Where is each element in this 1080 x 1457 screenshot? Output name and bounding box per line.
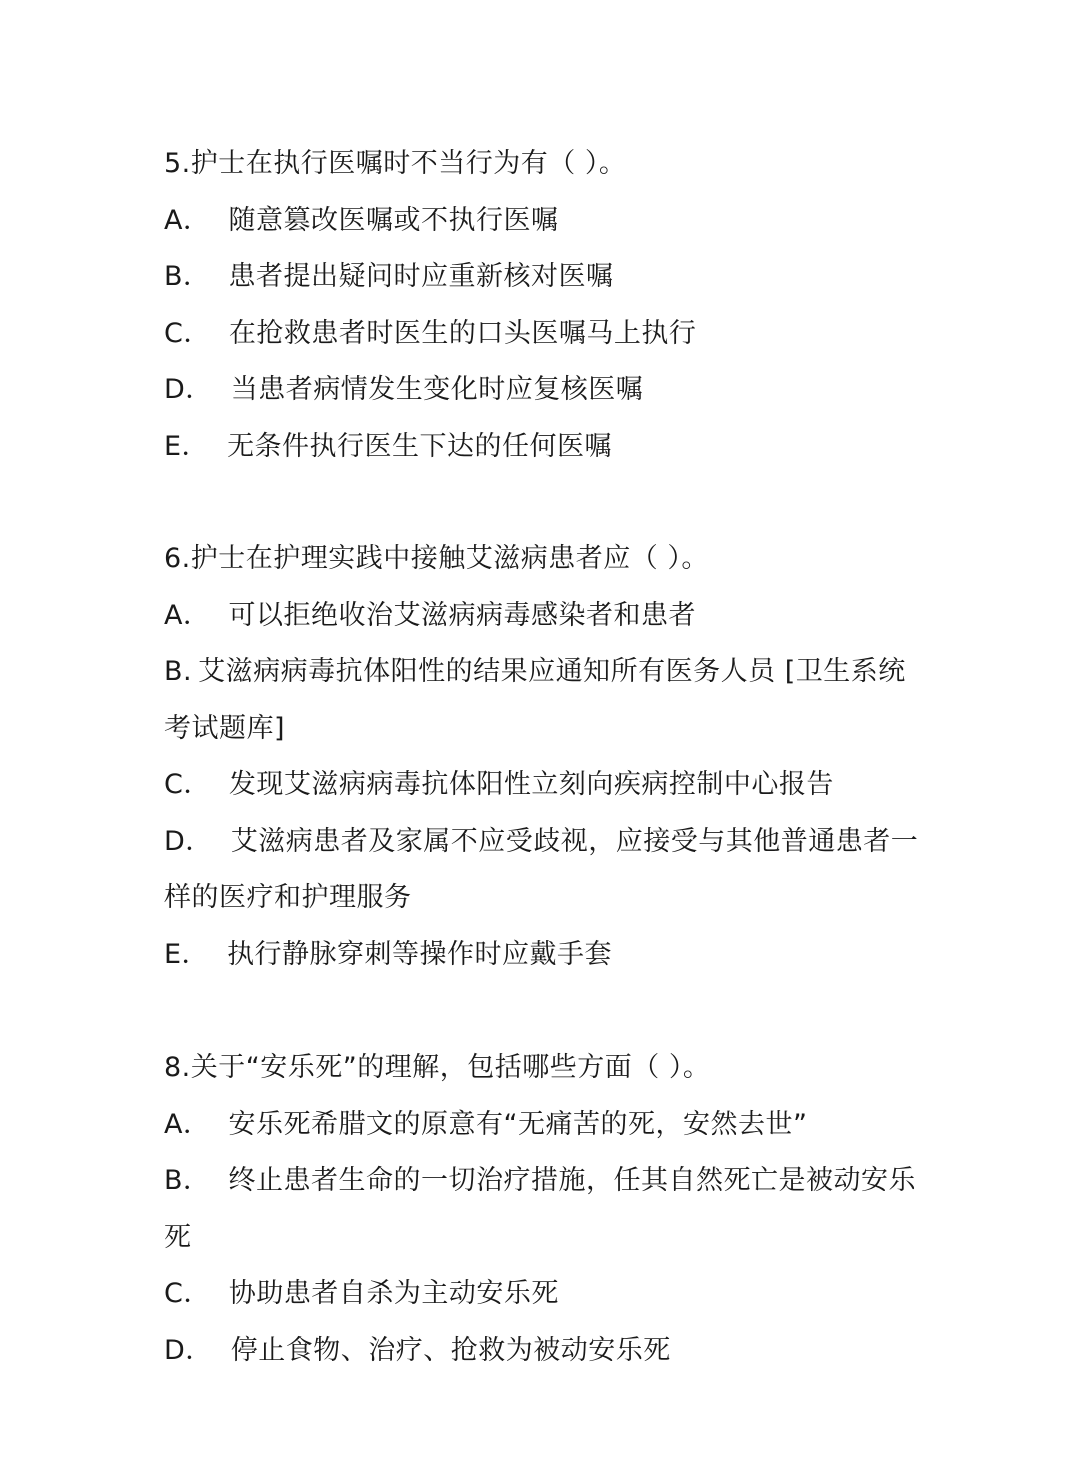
option-text: 艾滋病患者及家属不应受歧视，应接受与其他普通患者一样的医疗和护理服务	[164, 825, 919, 913]
option-letter: E．	[164, 938, 210, 970]
option-c	[164, 306, 924, 363]
question-6	[164, 531, 924, 983]
option-a	[164, 588, 924, 645]
option-text: 艾滋病病毒抗体阳性的结果应通知所有医务人员 [卫生系统考试题库]	[164, 656, 906, 744]
option-text: 随意篡改医嘱或不执行医嘱	[228, 204, 559, 236]
question-stem: 6.护士在护理实践中接触艾滋病患者应（ ）。	[164, 543, 709, 574]
option-b	[164, 644, 924, 757]
question-8	[164, 1040, 924, 1379]
option-letter: D．	[164, 1334, 213, 1366]
option-text: 当患者病情发生变化时应复核医嘱	[230, 374, 644, 405]
option-letter: E．	[164, 430, 210, 462]
option-letter: A．	[164, 204, 211, 236]
option-text: 终止患者生命的一切治疗措施，任其自然死亡是被动安乐死	[164, 1165, 917, 1253]
option-b	[164, 249, 924, 306]
option-letter: D．	[164, 825, 213, 857]
option-letter: C．	[164, 1278, 211, 1309]
option-text: 发现艾滋病病毒抗体阳性立刻向疾病控制中心报告	[228, 769, 834, 800]
option-letter: B．	[164, 1165, 211, 1196]
option-letter: C．	[164, 769, 211, 800]
option-c	[164, 757, 924, 814]
option-e	[164, 927, 924, 984]
option-e	[164, 419, 924, 476]
option-a	[164, 193, 924, 250]
option-letter: A．	[164, 1108, 211, 1140]
option-d	[164, 362, 924, 419]
option-text: 无条件执行医生下达的任何医嘱	[227, 430, 613, 462]
option-text: 可以拒绝收治艾滋病病毒感染者和患者	[228, 599, 696, 631]
option-d	[164, 814, 924, 927]
option-letter: D．	[164, 374, 213, 405]
option-letter: B.	[164, 656, 193, 687]
option-c	[164, 1266, 924, 1323]
option-text: 协助患者自杀为主动安乐死	[228, 1278, 559, 1309]
question-5	[164, 136, 924, 475]
option-letter: A．	[164, 599, 211, 631]
option-a	[164, 1097, 924, 1154]
question-stem: 8.关于“安乐死”的理解，包括哪些方面（ ）。	[164, 1052, 711, 1083]
question-stem: 5.护士在执行医嘱时不当行为有（ ）。	[164, 148, 627, 179]
option-text: 在抢救患者时医生的口头医嘱马上执行	[228, 317, 697, 349]
option-text: 患者提出疑问时应重新核对医嘱	[228, 261, 614, 292]
option-letter: B．	[164, 261, 211, 292]
option-text: 停止食物、治疗、抢救为被动安乐死	[230, 1334, 671, 1366]
option-d	[164, 1323, 924, 1380]
option-text: 执行静脉穿刺等操作时应戴手套	[227, 938, 613, 970]
option-text: 安乐死希腊文的原意有“无痛苦的死，安然去世”	[228, 1108, 808, 1140]
option-letter: C．	[164, 317, 211, 349]
option-b	[164, 1153, 924, 1266]
